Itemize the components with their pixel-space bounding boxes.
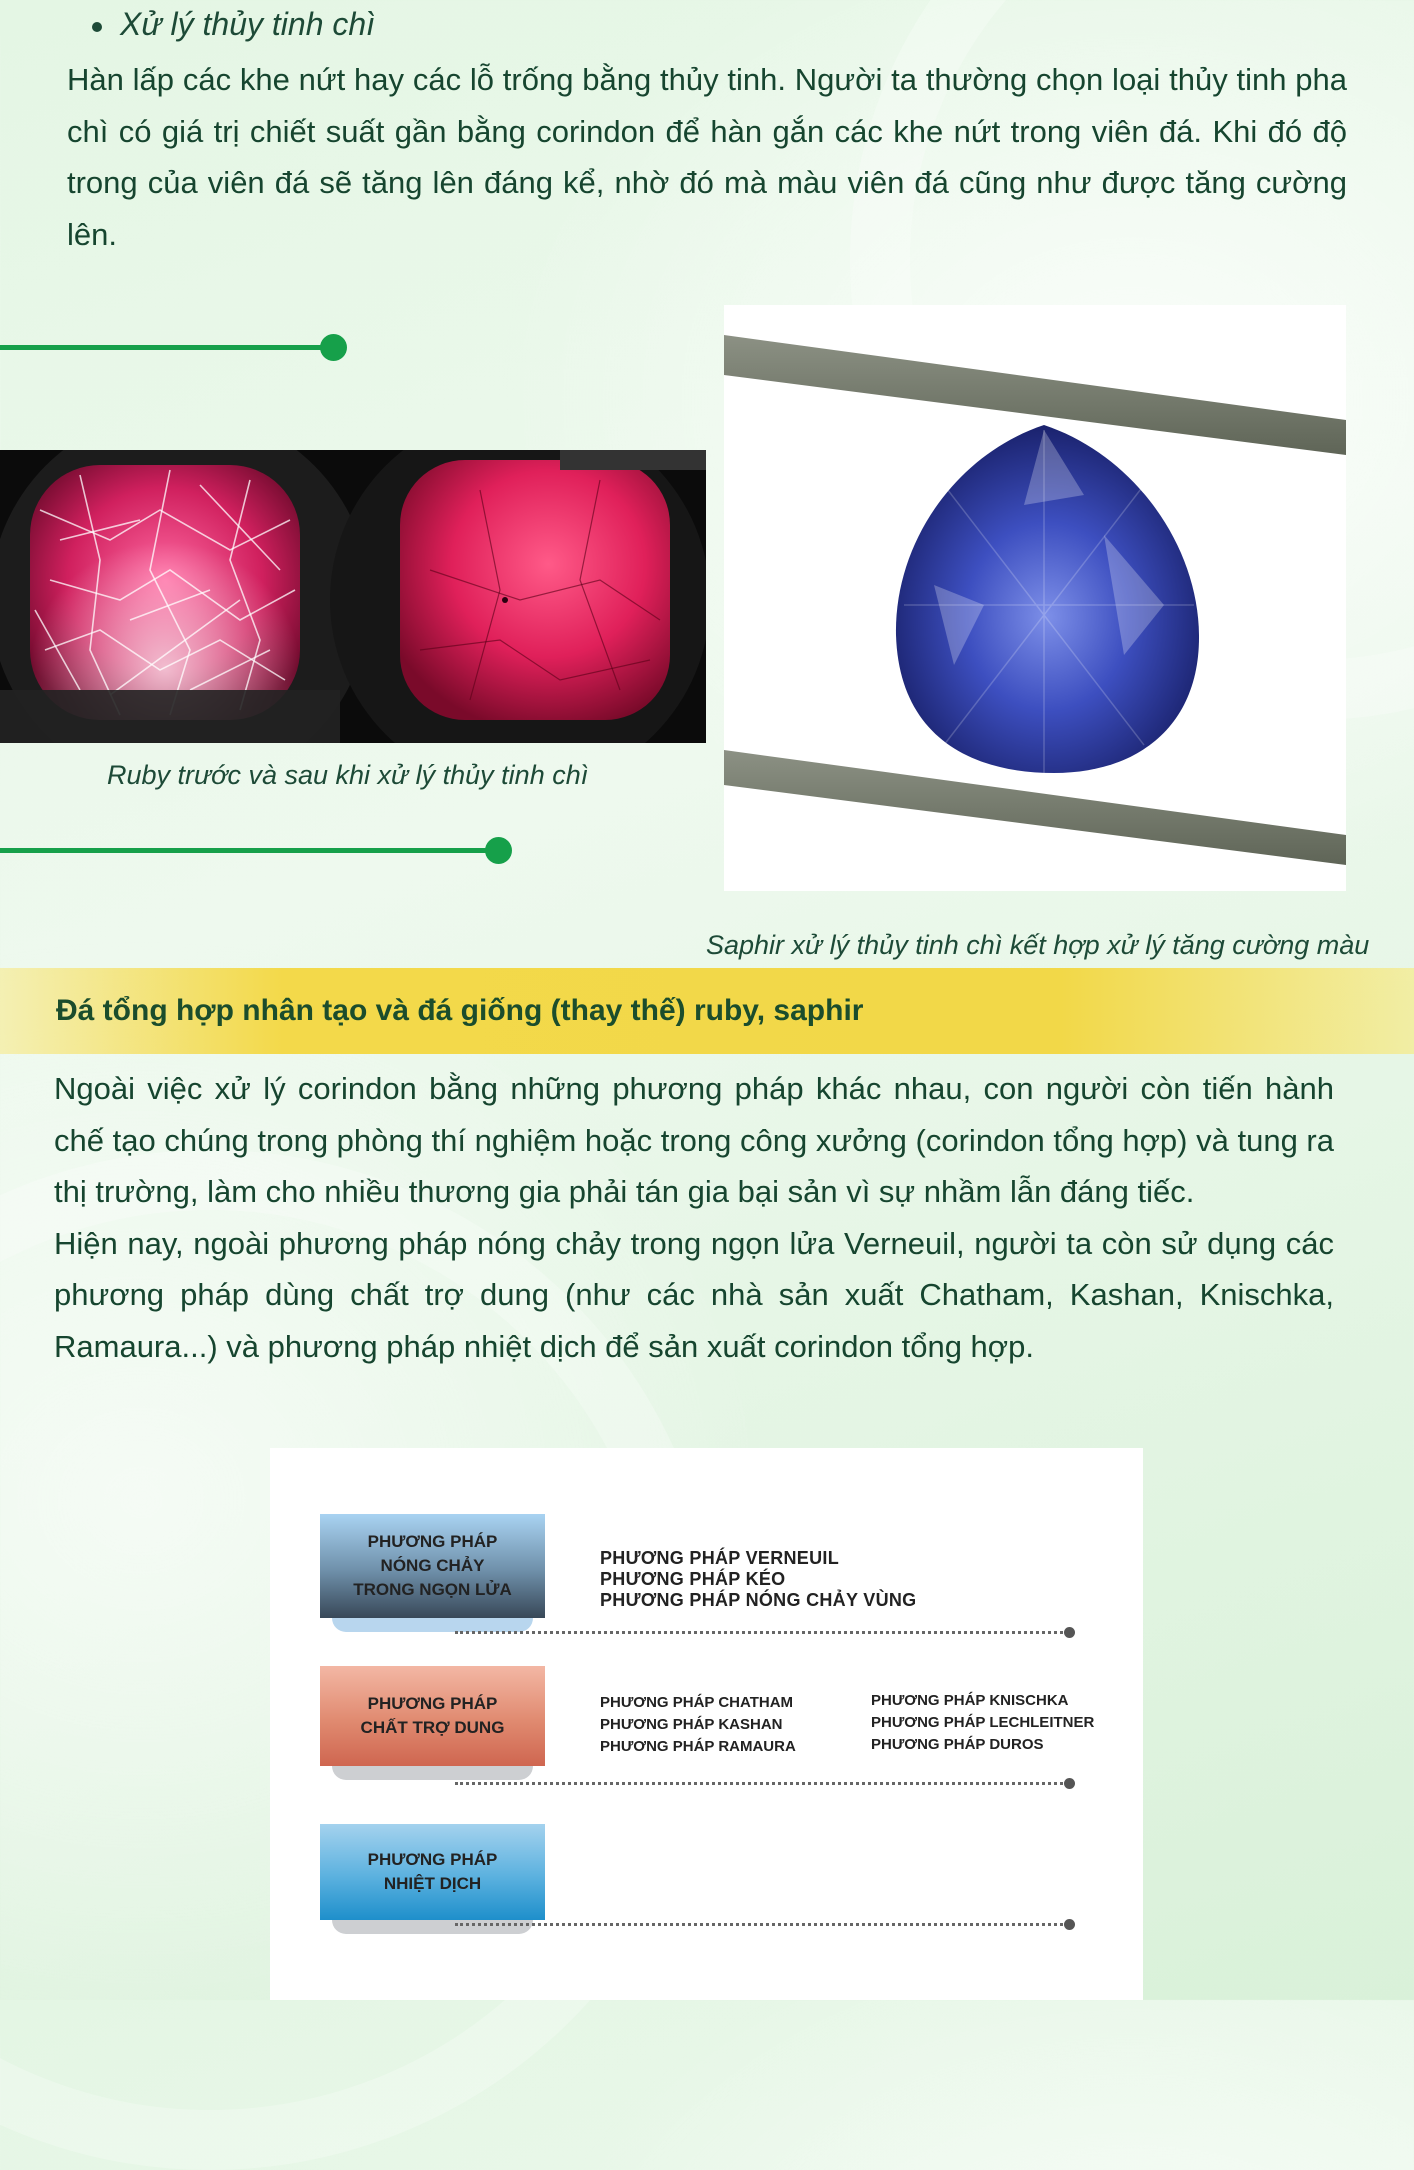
ruby-before-after-photo — [0, 450, 706, 743]
flux-methods-column-1 — [600, 1692, 796, 1758]
method-item: PHƯƠNG PHÁP CHATHAM — [600, 1694, 794, 1711]
paragraph-synthetic-corundum — [54, 1063, 1334, 1372]
sapphire-photo — [724, 305, 1346, 891]
decorative-dot-top — [320, 334, 347, 361]
synthesis-methods-diagram — [270, 1448, 1143, 2000]
sapphire-photo-illustration — [724, 305, 1346, 891]
sapphire-photo-caption: Saphir xử lý thủy tinh chì kết hợp xử lý tăng cường màu — [706, 930, 1370, 960]
hydrothermal-label: PHƯƠNG PHÁP NHIỆT DỊCH — [367, 1850, 498, 1893]
method-item: PHƯƠNG PHÁP RAMAURA — [600, 1738, 796, 1755]
method-item: PHƯƠNG PHÁP DUROS — [871, 1736, 1044, 1753]
decorative-dot-bottom — [485, 837, 512, 864]
method-item: PHƯƠNG PHÁP LECHLEITNER — [871, 1714, 1095, 1731]
dotted-connector — [455, 1631, 1063, 1634]
section-heading: Xử lý thủy tinh chì — [92, 6, 375, 43]
hydrothermal-box — [320, 1824, 545, 1920]
paragraph-synthetic-intro: Ngoài việc xử lý corindon bằng những phương pháp khác nhau, con người còn tiến hành chế tạo chúng trong phòng thí nghiệm hoặc trong công xưởng (corindon tổng hợp) và tung ra thị trường, làm cho nhiều thương gia phải tán gia bại sản vì sự nhầm lẫn đáng tiếc. — [54, 1071, 1334, 1209]
method-item: PHƯƠNG PHÁP KÉO — [600, 1569, 786, 1589]
banner-title: Đá tổng hợp nhân tạo và đá giống (thay thế) ruby, saphir — [56, 994, 864, 1027]
connector-end-dot — [1064, 1627, 1075, 1638]
paragraph-synthetic-methods: Hiện nay, ngoài phương pháp nóng chảy trong ngọn lửa Verneuil, người ta còn sử dụng các phương pháp dùng chất trợ dung (như các nhà sản xuất Chatham, Kashan, Knischka, Ramaura...) và phương pháp nhiệt dịch để sản xuất corindon tổng hợp. — [54, 1225, 1334, 1364]
flame-fusion-label: PHƯƠNG PHÁP NÓNG CHẢY TRONG NGỌN LỬA — [353, 1532, 512, 1599]
dotted-connector — [455, 1923, 1063, 1926]
flame-fusion-box — [320, 1514, 545, 1618]
flux-methods-column-2 — [871, 1690, 1094, 1756]
flux-growth-box — [320, 1666, 545, 1766]
flame-fusion-box-tail — [332, 1618, 533, 1632]
bullet-icon — [92, 22, 102, 32]
method-item: PHƯƠNG PHÁP VERNEUIL — [600, 1548, 839, 1568]
connector-end-dot — [1064, 1919, 1075, 1930]
flux-growth-box-tail — [332, 1766, 533, 1780]
flame-fusion-methods — [600, 1548, 916, 1611]
decorative-line-top — [0, 345, 330, 350]
method-item: PHƯƠNG PHÁP KASHAN — [600, 1716, 783, 1733]
ruby-photo-illustration — [0, 450, 706, 743]
ruby-photo-caption: Ruby trước và sau khi xử lý thủy tinh chì — [107, 760, 589, 790]
method-item: PHƯƠNG PHÁP KNISCHKA — [871, 1692, 1069, 1709]
paragraph-lead-glass: Hàn lấp các khe nứt hay các lỗ trống bằng thủy tinh. Người ta thường chọn loại thủy tinh pha chì có giá trị chiết suất gần bằng corindon để hàn gắn các khe nứt trong viên đá. Khi đó độ trong của viên đá sẽ tăng lên đáng kể, nhờ đó mà màu viên đá cũng như được tăng cường lên. — [67, 62, 1347, 252]
section-banner — [0, 968, 1414, 1054]
decorative-line-bottom — [0, 848, 495, 853]
flux-growth-label: PHƯƠNG PHÁP CHẤT TRỢ DUNG — [360, 1694, 505, 1737]
method-item: PHƯƠNG PHÁP NÓNG CHẢY VÙNG — [600, 1590, 917, 1610]
connector-end-dot — [1064, 1778, 1075, 1789]
dotted-connector — [455, 1782, 1063, 1785]
